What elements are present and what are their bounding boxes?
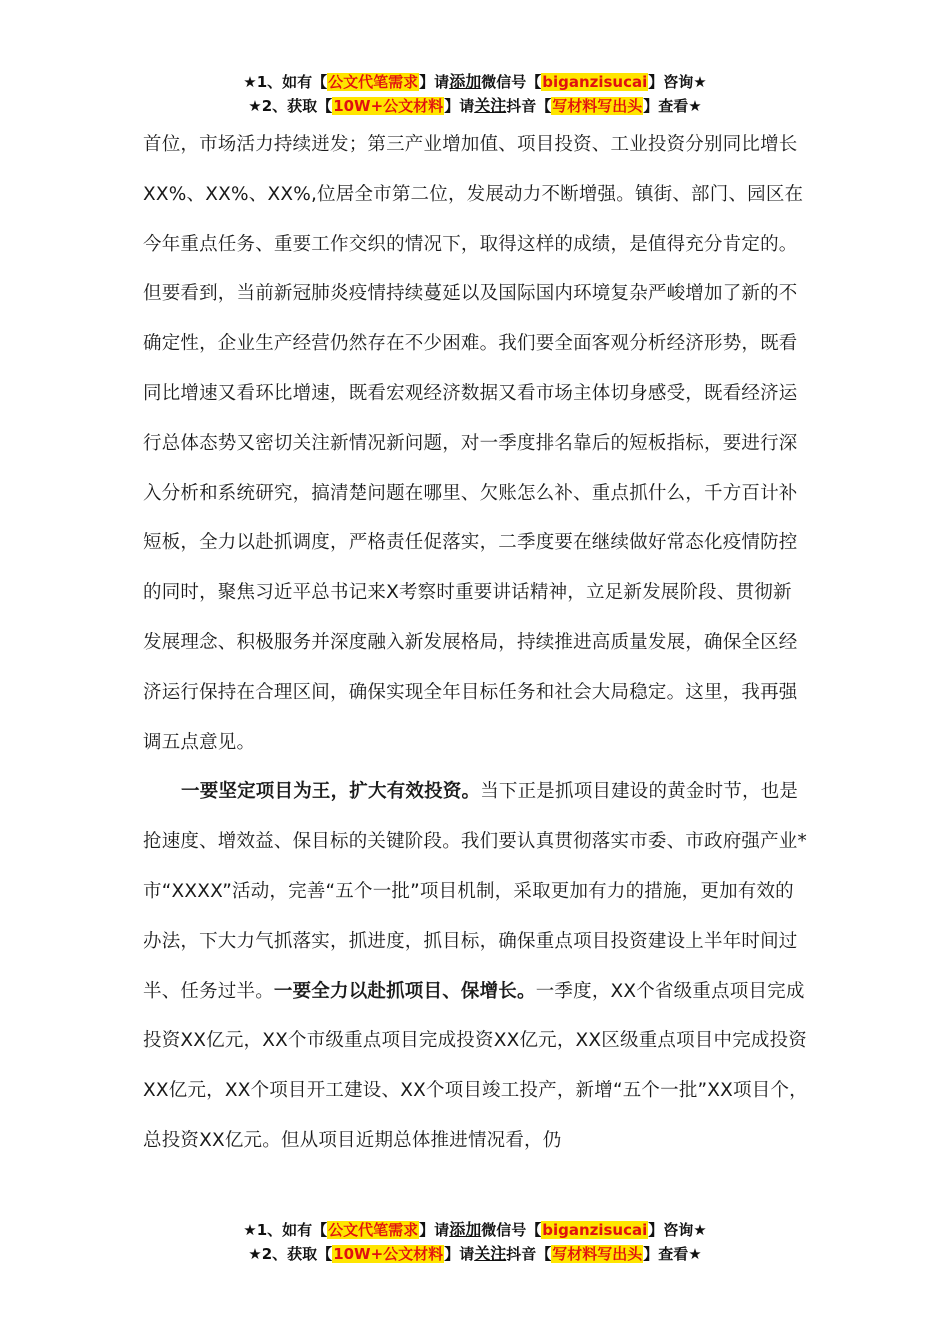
banner-highlight: 10W+公文材料 xyxy=(333,1245,444,1263)
banner-text: ★1、如有【 xyxy=(243,1221,328,1239)
banner-line-1 xyxy=(0,1218,950,1242)
banner-text: 抖音【 xyxy=(506,1245,552,1263)
banner-text: 】咨询★ xyxy=(648,73,707,91)
document-body xyxy=(143,120,808,1166)
paragraph-2 xyxy=(143,767,808,1165)
banner-text: ★2、获取【 xyxy=(248,97,333,115)
footer-banner xyxy=(0,1218,950,1266)
banner-underline: 关注 xyxy=(474,1244,507,1263)
banner-highlight: biganzisucai xyxy=(542,1221,648,1239)
banner-text: ★2、获取【 xyxy=(248,1245,333,1263)
paragraph-1: 首位，市场活力持续迸发；第三产业增加值、项目投资、工业投资分别同比增长XX%、XX%、XX%,位居全市第二位，发展动力不断增强。镇街、部门、园区在今年重点任务、重要工作交织的情况下，取得这样的成绩，是值得充分肯定的。但要看到，当前新冠肺炎疫情持续蔓延以及国际国内环境复杂严峻增加了新的不确定性，企业生产经营仍然存在不少困难。我们要全面客观分析经济形势，既看同比增速又看环比增速，既看宏观经济数据又看市场主体切身感受，既看经济运行总体态势又密切关注新情况新问题，对一季度排名靠后的短板指标，要进行深入分析和系统研究，搞清楚问题在哪里、欠账怎么补、重点抓什么，千方百计补短板，全力以赴抓调度，严格责任促落实，二季度要在继续做好常态化疫情防控的同时，聚焦习近平总书记来X考察时重要讲话精神，立足新发展阶段、贯彻新发展理念、积极服务并深度融入新发展格局，持续推进高质量发展，确保全区经济运行保持在合理区间，确保实现全年目标任务和社会大局稳定。这里，我再强调五点意见。 xyxy=(143,134,804,753)
banner-text: 】查看★ xyxy=(643,1245,702,1263)
paragraph-text: 一季度，XX个省级重点项目完成投资XX亿元，XX个市级重点项目完成投资XX亿元，XX区级重点项目中完成投资XX亿元，XX个项目开工建设、XX个项目竣工投产，新增“五个一批”XX项目个，总投资XX亿元。但从项目近期总体推进情况看，仍 xyxy=(143,980,808,1151)
banner-highlight: biganzisucai xyxy=(542,73,648,91)
banner-highlight: 写材料写出头 xyxy=(552,97,643,115)
banner-text: 】请 xyxy=(419,73,450,91)
banner-underline: 添加 xyxy=(449,1220,482,1239)
banner-text: 抖音【 xyxy=(506,97,552,115)
banner-line-2 xyxy=(0,94,950,118)
banner-text: 】请 xyxy=(444,1245,475,1263)
banner-highlight: 公文代笔需求 xyxy=(328,73,419,91)
banner-text: 】咨询★ xyxy=(648,1221,707,1239)
banner-text: 】请 xyxy=(444,97,475,115)
banner-line-2 xyxy=(0,1242,950,1266)
banner-underline: 添加 xyxy=(449,72,482,91)
header-banner xyxy=(0,70,950,118)
bold-heading: 一要坚定项目为王，扩大有效投资。 xyxy=(181,781,481,803)
banner-highlight: 公文代笔需求 xyxy=(328,1221,419,1239)
banner-text: ★1、如有【 xyxy=(243,73,328,91)
bold-subheading: 一要全力以赴抓项目、保增长。 xyxy=(273,980,536,1002)
banner-highlight: 10W+公文材料 xyxy=(333,97,444,115)
banner-text: 】请 xyxy=(419,1221,450,1239)
banner-underline: 关注 xyxy=(474,96,507,115)
banner-text: 】查看★ xyxy=(643,97,702,115)
banner-highlight: 写材料写出头 xyxy=(552,1245,643,1263)
paragraph-text: 当下正是抓项目建设的黄金时节，也是抢速度、增效益、保目标的关键阶段。我们要认真贯彻落实市委、市政府强产业*市“XXXX”活动，完善“五个一批”项目机制，采取更加有力的措施，更加有效的办法，下大力气抓落实，抓进度，抓目标，确保重点项目投资建设上半年时间过半、任务过半。 xyxy=(143,781,807,1002)
banner-text: 微信号【 xyxy=(481,73,542,91)
banner-text: 微信号【 xyxy=(481,1221,542,1239)
banner-line-1 xyxy=(0,70,950,94)
